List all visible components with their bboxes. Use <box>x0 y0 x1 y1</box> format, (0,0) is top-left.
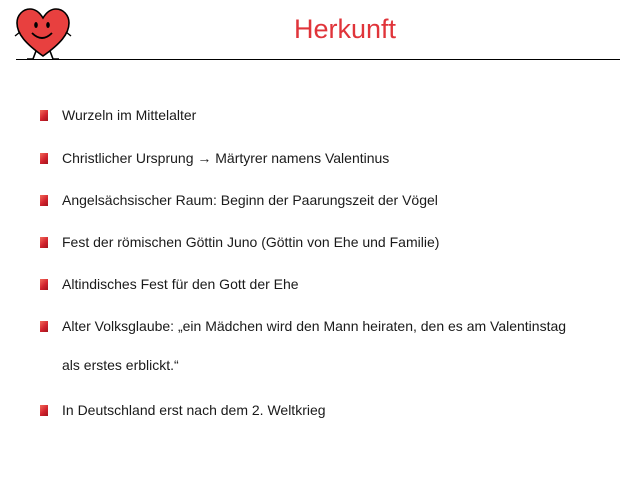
bullet-icon <box>40 153 48 164</box>
bullet-icon <box>40 237 48 248</box>
list-item <box>40 314 566 338</box>
bullet-icon <box>40 279 48 290</box>
bullet-icon <box>40 405 48 416</box>
list-item <box>40 272 299 296</box>
bullet-text: Altindisches Fest für den Gott der Ehe <box>62 276 299 292</box>
list-item <box>40 103 196 127</box>
bullet-text: Fest der römischen Göttin Juno (Göttin von Ehe und Familie) <box>62 234 440 250</box>
list-item <box>40 230 439 254</box>
smiling-heart-icon <box>14 6 72 62</box>
bullet-icon <box>40 195 48 206</box>
bullet-continuation: als erstes erblickt.“ <box>62 357 179 373</box>
list-item <box>40 188 438 212</box>
bullet-text: In Deutschland erst nach dem 2. Weltkrieg <box>62 402 326 418</box>
bullet-icon <box>40 110 48 121</box>
bullet-icon <box>40 321 48 332</box>
bullet-text: Christlicher Ursprung → Märtyrer namens Valentinus <box>62 150 390 166</box>
list-item <box>40 398 326 422</box>
page-title: Herkunft <box>293 14 397 44</box>
title-divider <box>16 59 620 60</box>
list-item <box>40 146 389 170</box>
bullet-text: Alter Volksglaube: „ein Mädchen wird den Mann heiraten, den es am Valentinstag <box>62 318 567 334</box>
bullet-text: Wurzeln im Mittelalter <box>62 107 197 123</box>
bullet-text: Angelsächsischer Raum: Beginn der Paarungszeit der Vögel <box>62 192 438 208</box>
